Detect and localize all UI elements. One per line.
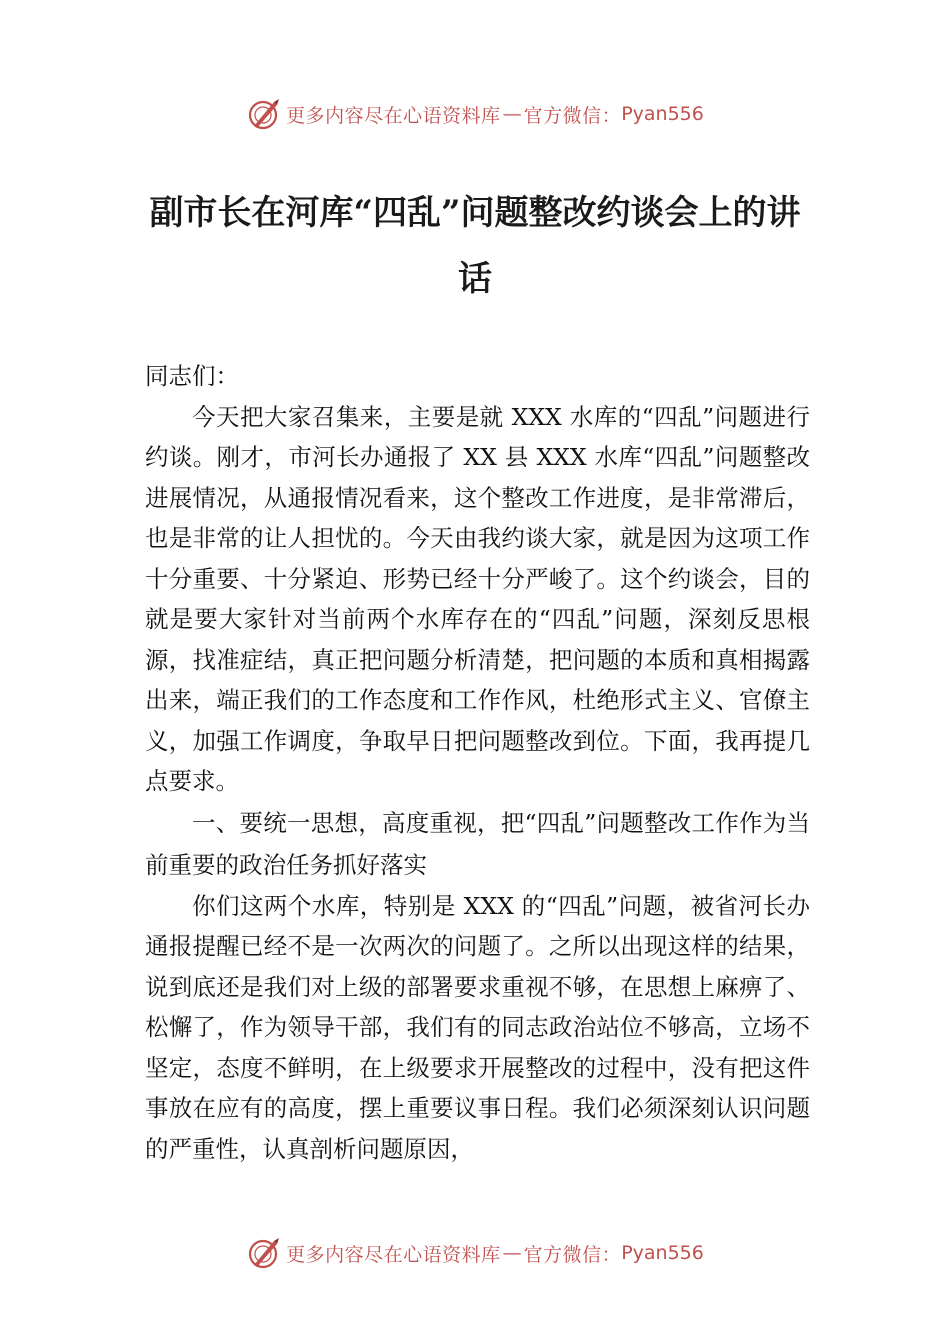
watermark-text: 更多内容尽在心语资料库 [286,104,501,127]
document-body [145,356,810,1169]
salutation: 同志们： [145,362,239,390]
quill-logo-icon [246,1235,282,1271]
watermark-footer [0,1231,950,1275]
watermark-wechat-label: 官方微信： [523,1243,622,1266]
watermark-text: 更多内容尽在心语资料库 [286,1243,501,1266]
section-heading-1: 一、要统一思想，高度重视，把“四乱”问题整改工作作为当前重要的政治任务抓好落实 [145,808,810,879]
watermark-separator: — [502,1242,522,1264]
watermark-wechat-id: Pyan556 [621,1242,704,1264]
watermark-wechat-id: Pyan556 [621,103,704,125]
document-title: 副市长在河库“四乱”问题整改约谈会上的讲话 [149,193,801,299]
quill-logo-icon [246,96,282,132]
paragraph-section-1: 你们这两个水库，特别是 XXX 的“四乱”问题，被省河长办通报提醒已经不是一次两次的问题了。之所以出现这样的结果，说到底还是我们对上级的部署要求重视不够，在思想上麻痹了、松懈了，作为领导干部，我们有的同志政治站位不够高，立场不坚定，态度不鲜明，在上级要求开展整改的过程中，没有把这件事放在应有的高度，摆上重要议事日程。我们必须深刻认识问题的严重性，认真剖析问题原因， [145,891,810,1163]
watermark-wechat-label: 官方微信： [523,104,622,127]
watermark-separator: — [502,103,522,125]
paragraph-intro: 今天把大家召集来，主要是就 XXX 水库的“四乱”问题进行约谈。刚才，市河长办通报了 XX 县 XXX 水库“四乱”问题整改进展情况，从通报情况看来，这个整改工作进度，是非常滞后，也是非常的让人担忧的。今天由我约谈大家，就是因为这项工作十分重要、十分紧迫、形势已经十分严峻了。这个约谈会，目的就是要大家针对当前两个水库存在的“四乱”问题，深刻反思根源，找准症结，真正把问题分析清楚，把问题的本质和真相揭露出来，端正我们的工作态度和工作作风，杜绝形式主义、官僚主义，加强工作调度，争取早日把问题整改到位。下面，我再提几点要求。 [145,402,810,795]
watermark-header [0,92,950,136]
